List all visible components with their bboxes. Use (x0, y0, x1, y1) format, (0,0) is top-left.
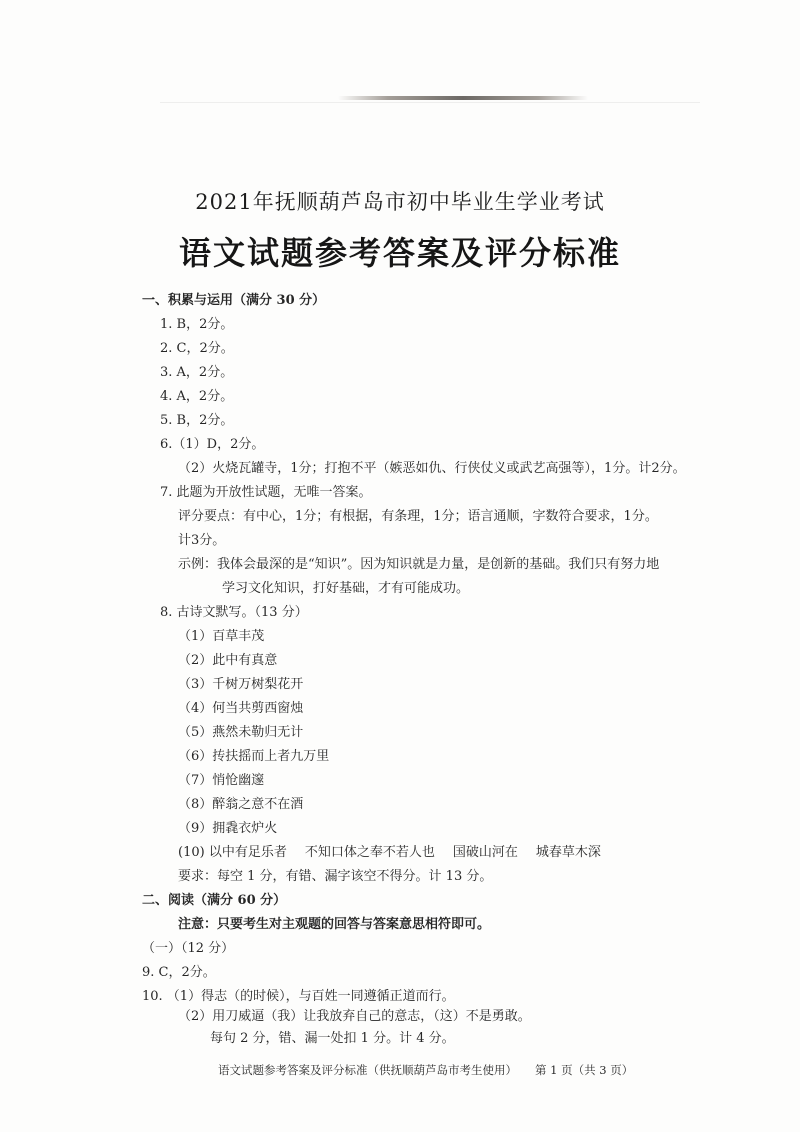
poem-answer-10-b: 国破山河在 (452, 845, 518, 860)
poem-answer-9: （9）拥毳衣炉火 (178, 821, 278, 836)
poem-answer-10-label: (10) 以中有足乐者 (178, 845, 287, 860)
poem-answer-7: （7）悄怆幽邃 (178, 773, 265, 788)
scan-smudge-mark (338, 96, 588, 100)
answer-q6-1: 6.（1）D，2分。 (160, 437, 265, 452)
answer-q7-example-cont: 学习文化知识，打好基础，才有可能成功。 (222, 581, 470, 596)
poem-answer-5: （5）燕然未勒归无计 (178, 725, 304, 740)
reading-part1: （一）（12 分） (142, 941, 235, 956)
answer-q9: 9. C，2分。 (142, 965, 216, 980)
answer-q7-example: 示例：我体会最深的是“知识”。因为知识就是力量，是创新的基础。我们只有努力地 (178, 557, 660, 572)
answer-q7: 7. 此题为开放性试题，无唯一答案。 (160, 485, 372, 500)
footer-page-number: 第 1 页（共 3 页） (535, 1063, 634, 1077)
section1-heading: 一、积累与运用（满分 30 分） (142, 293, 326, 308)
poem-answer-1: （1）百草丰茂 (178, 629, 265, 644)
poem-answer-10-c: 城春草木深 (535, 845, 601, 860)
answer-q4: 4. A，2分。 (160, 389, 234, 404)
answer-q10-1: 10. （1）得志（的时候），与百姓一同遵循正道而行。 (142, 989, 455, 1004)
answer-q10-2: （2）用刀威逼（我）让我放弃自己的意志，（这）不是勇敢。 (178, 1009, 531, 1024)
poem-answer-10-a: 不知口体之奉不若人也 (304, 845, 435, 860)
poem-answer-6: （6）抟扶摇而上者九万里 (178, 749, 330, 764)
poem-answer-4: （4）何当共剪西窗烛 (178, 701, 304, 716)
scan-faint-line (160, 102, 700, 103)
answer-q7-total: 计3分。 (178, 533, 226, 548)
exam-title: 2021年抚顺葫芦岛市初中毕业生学业考试 (195, 190, 605, 214)
answer-q2: 2. C，2分。 (160, 341, 234, 356)
footer-text: 语文试题参考答案及评分标准（供抚顺葫芦岛市考生使用） (218, 1063, 517, 1077)
poem-answer-2: （2）此中有真意 (178, 653, 278, 668)
page-footer (218, 1062, 633, 1078)
answer-q1: 1. B，2分。 (160, 317, 234, 332)
answer-q7-scoring: 评分要点：有中心，1分；有根据，有条理，1分；语言通顺，字数符合要求，1分。 (178, 509, 658, 524)
answer-q5: 5. B，2分。 (160, 413, 234, 428)
poem-answer-8: （8）醉翁之意不在酒 (178, 797, 304, 812)
answer-q8: 8. 古诗文默写。（13 分） (160, 605, 308, 620)
poem-answer-3: （3）千树万树梨花开 (178, 677, 304, 692)
answer-q10-score: 每句 2 分，错、漏一处扣 1 分。计 4 分。 (210, 1031, 455, 1046)
section2-heading: 二、阅读（满分 60 分） (142, 893, 287, 908)
poem-answer-10 (178, 844, 601, 862)
document-title: 语文试题参考答案及评分标准 (178, 234, 621, 272)
section2-note: 注意：只要考生对主观题的回答与答案意思相符即可。 (178, 917, 491, 932)
poem-requirement: 要求：每空 1 分，有错、漏字该空不得分。计 13 分。 (178, 869, 493, 884)
answer-q6-2: （2）火烧瓦罐寺，1分；打抱不平（嫉恶如仇、行侠仗义或武艺高强等），1分。计2分。 (178, 461, 686, 476)
answer-q3: 3. A，2分。 (160, 365, 234, 380)
